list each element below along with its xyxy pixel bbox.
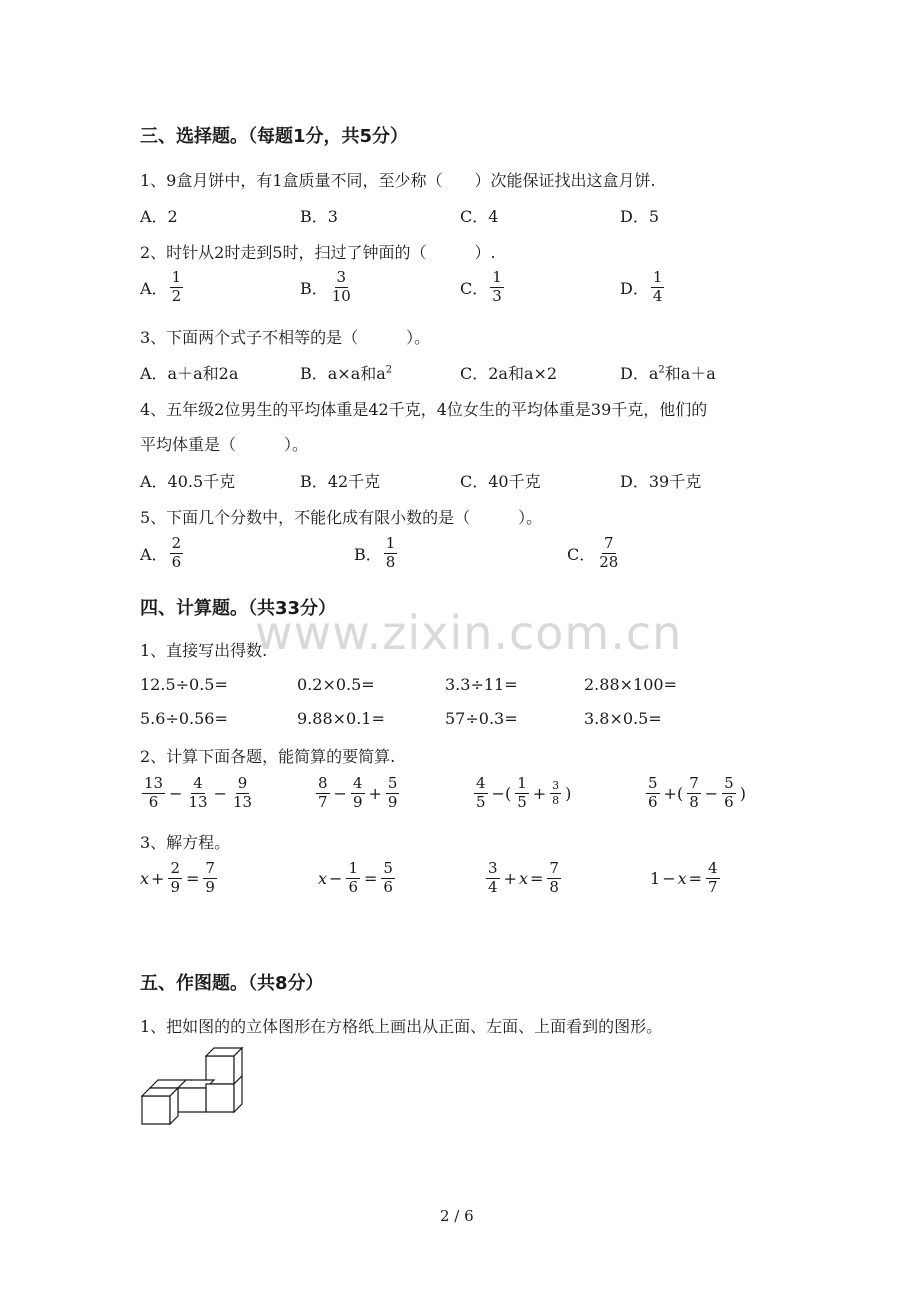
q3-5-option-a xyxy=(140,536,185,571)
fraction xyxy=(474,776,488,811)
expression-1 xyxy=(140,776,256,811)
calc-item: 5.6÷0.56= xyxy=(140,709,228,728)
plus-sign: + xyxy=(503,868,517,888)
denominator: 13 xyxy=(233,792,253,811)
fraction xyxy=(706,861,720,896)
denominator: 4 xyxy=(488,877,498,896)
page-number: 2 / 6 xyxy=(440,1207,474,1225)
denominator: 8 xyxy=(385,552,396,571)
option-tail: 和a＋a xyxy=(664,364,716,383)
numerator: 5 xyxy=(383,859,393,877)
minus-sign: − xyxy=(169,783,183,803)
q3-1-option-d: D．5 xyxy=(620,207,660,226)
numerator: 1 xyxy=(517,774,527,792)
q3-2-text: 2、时针从2时走到5时，扫过了钟面的（ ）. xyxy=(140,243,496,262)
calc-item: 9.88×0.1= xyxy=(297,709,385,728)
calc-item: 3.3÷11= xyxy=(445,675,518,694)
q4-1-text: 1、直接写出得数. xyxy=(140,641,268,660)
denominator: 9 xyxy=(387,792,398,811)
fraction xyxy=(515,776,529,811)
q4-2-text: 2、计算下面各题，能简算的要简算. xyxy=(140,747,396,766)
q3-4-text-line1: 4、五年级2位男生的平均体重是42千克，4位女生的平均体重是39千克，他们的 xyxy=(140,400,708,419)
option-label: B． xyxy=(300,278,328,298)
q3-5-option-c xyxy=(567,536,622,571)
numerator: 5 xyxy=(724,774,734,792)
fraction xyxy=(346,861,360,896)
q3-3-option-a: A．a＋a和2a xyxy=(140,364,239,383)
fraction xyxy=(381,861,395,896)
denominator: 28 xyxy=(599,552,619,571)
numerator: 4 xyxy=(708,859,718,877)
denominator: 7 xyxy=(318,792,328,811)
expression-3 xyxy=(472,776,573,811)
q3-3-option-d xyxy=(620,361,716,384)
numerator: 4 xyxy=(476,774,486,792)
q3-1-option-a: A．2 xyxy=(140,207,178,226)
fraction xyxy=(168,861,182,896)
numerator: 2 xyxy=(171,534,182,552)
equals-sign: = xyxy=(363,868,378,888)
q3-1-option-b: B．3 xyxy=(300,207,338,226)
fraction xyxy=(351,776,365,811)
section-4-heading: 四、计算题。（共33分） xyxy=(140,598,337,619)
numerator: 7 xyxy=(549,859,559,877)
fraction xyxy=(547,861,561,896)
fraction xyxy=(330,270,353,305)
fraction xyxy=(597,536,620,571)
variable: x xyxy=(677,868,687,888)
numerator: 3 xyxy=(336,268,347,286)
denominator: 7 xyxy=(708,877,718,896)
close-paren: ) xyxy=(739,783,746,803)
denominator: 6 xyxy=(348,877,358,896)
option-label: C． xyxy=(460,278,489,298)
numerator: 1 xyxy=(492,268,502,286)
expression-4 xyxy=(644,776,748,811)
fraction xyxy=(170,536,184,571)
cube-front-face xyxy=(178,1088,206,1112)
denominator: 8 xyxy=(552,793,560,807)
q3-4-option-b: B．42千克 xyxy=(300,472,381,491)
fraction xyxy=(550,780,561,806)
denominator: 2 xyxy=(171,286,182,305)
q3-4-option-c: C．40千克 xyxy=(460,472,541,491)
expression-2 xyxy=(314,776,401,811)
watermark: www.zixin.com.cn xyxy=(255,606,683,660)
option-text: D．a xyxy=(620,364,659,383)
calc-item: 3.8×0.5= xyxy=(584,709,662,728)
q3-4-option-a: A．40.5千克 xyxy=(140,472,236,491)
variable: x xyxy=(140,868,150,888)
denominator: 6 xyxy=(648,792,658,811)
numerator: 5 xyxy=(648,774,658,792)
numerator: 7 xyxy=(205,859,215,877)
q3-5-option-b xyxy=(354,536,399,571)
numerator: 1 xyxy=(348,859,358,877)
plus-sign: +( xyxy=(663,783,684,803)
fraction xyxy=(651,270,665,305)
numerator: 4 xyxy=(352,774,363,792)
numerator: 3 xyxy=(552,779,560,793)
calc-item: 57÷0.3= xyxy=(445,709,518,728)
numerator: 1 xyxy=(171,268,182,286)
option-text: B．a×a和a xyxy=(300,364,386,383)
q4-3-text: 3、解方程。 xyxy=(140,833,231,852)
minus-sign: −( xyxy=(491,783,512,803)
q3-1-option-c: C．4 xyxy=(460,207,499,226)
numerator: 1 xyxy=(385,534,396,552)
fraction xyxy=(687,776,701,811)
denominator: 13 xyxy=(188,792,208,811)
denominator: 6 xyxy=(724,792,734,811)
fraction xyxy=(316,776,330,811)
fraction xyxy=(231,776,254,811)
calc-item: 2.88×100= xyxy=(584,675,677,694)
q3-2-option-b xyxy=(300,270,355,305)
minus-sign: − xyxy=(329,868,343,888)
variable: x xyxy=(518,868,528,888)
option-label: B． xyxy=(354,544,382,564)
denominator: 9 xyxy=(205,877,215,896)
numerator: 7 xyxy=(689,774,699,792)
minus-sign: − xyxy=(704,783,719,803)
denominator: 9 xyxy=(170,877,180,896)
equation-2 xyxy=(318,861,397,896)
equals-sign: = xyxy=(529,868,544,888)
fraction xyxy=(722,776,736,811)
q3-2-option-c xyxy=(460,270,506,305)
cube-figure xyxy=(138,1044,250,1128)
denominator: 10 xyxy=(331,286,351,305)
q3-3-text: 3、下面两个式子不相等的是（ ）。 xyxy=(140,328,431,347)
close-paren: ) xyxy=(565,783,572,803)
minus-sign: − xyxy=(213,783,227,803)
numerator: 13 xyxy=(144,774,164,792)
q3-5-text: 5、下面几个分数中，不能化成有限小数的是（ ）。 xyxy=(140,508,543,527)
denominator: 8 xyxy=(689,792,699,811)
fraction xyxy=(386,776,400,811)
equation-4 xyxy=(650,861,722,896)
numerator: 4 xyxy=(193,774,203,792)
denominator: 4 xyxy=(652,286,663,305)
q3-2-option-d xyxy=(620,270,666,305)
plus-sign: + xyxy=(532,783,547,803)
numerator: 1 xyxy=(652,268,663,286)
cube-front-face xyxy=(206,1084,234,1112)
fraction xyxy=(646,776,660,811)
option-label: A． xyxy=(140,544,168,564)
calc-item: 0.2×0.5= xyxy=(297,675,375,694)
variable: x xyxy=(318,868,328,888)
cube-front-face xyxy=(142,1096,170,1124)
denominator: 5 xyxy=(476,792,486,811)
q3-4-text-line2: 平均体重是（ ）。 xyxy=(140,435,309,454)
plus-sign: + xyxy=(368,783,382,803)
q5-1-text: 1、把如图的的立体图形在方格纸上画出从正面、左面、上面看到的图形。 xyxy=(140,1017,663,1036)
section-5-heading: 五、作图题。（共8分） xyxy=(140,973,324,994)
minus-sign: − xyxy=(662,868,676,888)
denominator: 6 xyxy=(171,552,182,571)
minus-sign: − xyxy=(333,783,347,803)
denominator: 9 xyxy=(352,792,363,811)
fraction xyxy=(490,270,504,305)
calc-item: 12.5÷0.5= xyxy=(140,675,228,694)
fraction xyxy=(203,861,217,896)
q3-3-option-c: C．2a和a×2 xyxy=(460,364,558,383)
fraction xyxy=(170,270,184,305)
denominator: 5 xyxy=(517,792,527,811)
exponent: 2 xyxy=(658,364,665,376)
denominator: 6 xyxy=(383,877,393,896)
plus-sign: + xyxy=(151,868,165,888)
numerator: 3 xyxy=(488,859,498,877)
numerator: 8 xyxy=(318,774,328,792)
option-label: D． xyxy=(620,278,649,298)
fraction xyxy=(384,536,398,571)
denominator: 6 xyxy=(148,792,159,811)
fraction xyxy=(142,776,165,811)
numerator: 7 xyxy=(604,534,614,552)
section-3-heading: 三、选择题。（每题1分，共5分） xyxy=(140,126,409,147)
equals-sign: = xyxy=(688,868,703,888)
equation-1 xyxy=(140,861,219,896)
denominator: 8 xyxy=(549,877,559,896)
q3-1-text: 1、9盒月饼中，有1盒质量不同，至少称（ ）次能保证找出这盒月饼. xyxy=(140,171,656,190)
exponent: 2 xyxy=(385,364,393,376)
equation-3 xyxy=(484,861,563,896)
q3-2-option-a xyxy=(140,270,185,305)
q3-4-option-d: D．39千克 xyxy=(620,472,702,491)
option-label: C． xyxy=(567,544,596,564)
constant: 1 xyxy=(650,868,661,888)
equals-sign: = xyxy=(185,868,200,888)
option-label: A． xyxy=(140,278,168,298)
denominator: 3 xyxy=(492,286,502,305)
q3-3-option-b xyxy=(300,361,392,384)
numerator: 2 xyxy=(170,859,180,877)
numerator: 9 xyxy=(237,774,248,792)
fraction xyxy=(486,861,500,896)
numerator: 5 xyxy=(387,774,398,792)
fraction xyxy=(187,776,210,811)
